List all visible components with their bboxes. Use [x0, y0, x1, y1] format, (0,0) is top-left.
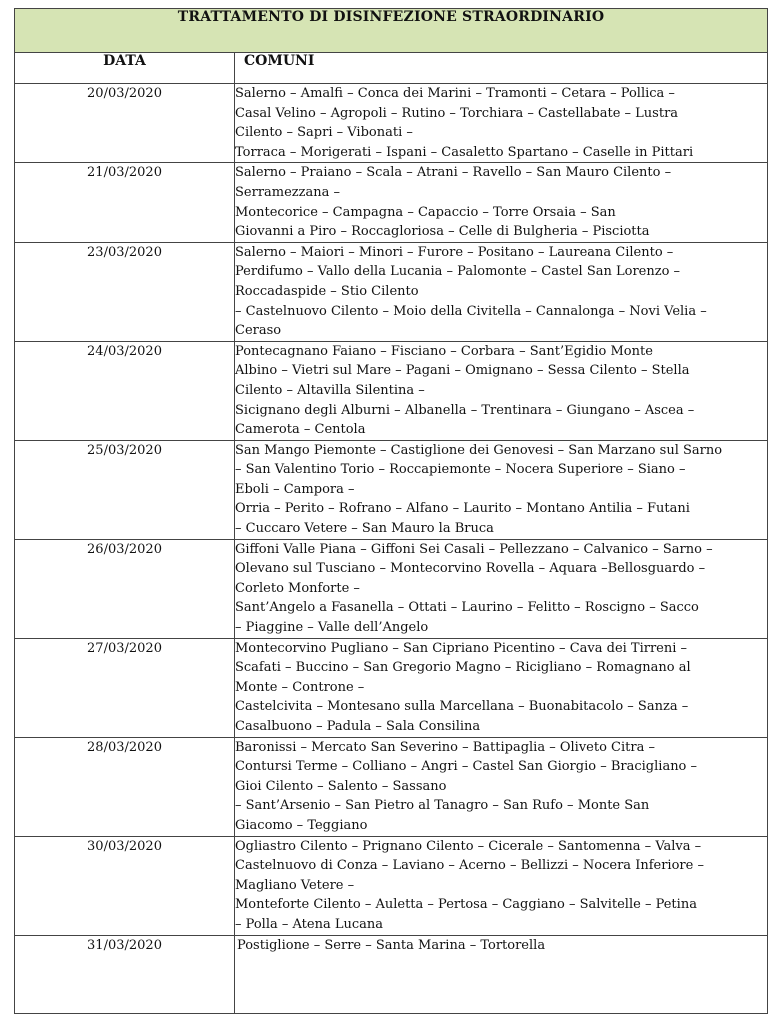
- comuni-line: San Mango Piemonte – Castiglione dei Genovesi – San Marzano sul Sarno: [235, 442, 723, 458]
- disinfection-schedule-table: [14, 8, 768, 1014]
- table-row: [15, 638, 768, 737]
- comuni-line: Montecorvino Pugliano – San Cipriano Picentino – Cava dei Tirreni –: [235, 640, 688, 656]
- table-row: [15, 341, 768, 440]
- comuni-line: Giacomo – Teggiano: [235, 818, 368, 834]
- row-date: 31/03/2020: [15, 935, 235, 1013]
- row-comuni: [235, 539, 768, 638]
- table-row: [15, 440, 768, 539]
- comuni-line: Giovanni a Piro – Roccagloriosa – Celle di Bulgheria – Pisciotta: [235, 224, 650, 240]
- table-row: [15, 737, 768, 836]
- row-date: 27/03/2020: [15, 638, 235, 737]
- table-row: [15, 163, 768, 242]
- comuni-line: Olevano sul Tusciano – Montecorvino Rovella – Aquara –Bellosguardo –: [235, 561, 706, 577]
- comuni-line: Monteforte Cilento – Auletta – Pertosa – Caggiano – Salvitelle – Petina: [235, 897, 697, 913]
- row-date: 25/03/2020: [15, 440, 235, 539]
- table-row: [15, 539, 768, 638]
- comuni-line: Salerno – Maiori – Minori – Furore – Positano – Laureana Cilento –: [235, 244, 674, 260]
- row-comuni: [235, 836, 768, 935]
- row-date: 23/03/2020: [15, 242, 235, 341]
- comuni-line: Postiglione – Serre – Santa Marina – Tortorella: [237, 937, 546, 953]
- comuni-line: Monte – Controne –: [235, 679, 365, 695]
- comuni-line: Scafati – Buccino – San Gregorio Magno – Ricigliano – Romagnano al: [235, 660, 691, 676]
- column-header-comuni: COMUNI: [235, 53, 768, 84]
- table-row: [15, 935, 768, 1013]
- comuni-line: Serramezzana –: [235, 184, 341, 200]
- row-comuni: [235, 935, 768, 1013]
- row-comuni: [235, 163, 768, 242]
- comuni-line: Sicignano degli Alburni – Albanella – Trentinara – Giungano – Ascea –: [235, 402, 695, 418]
- table-header-row: [15, 53, 768, 84]
- comuni-line: Salerno – Amalfi – Conca dei Marini – Tramonti – Cetara – Pollica –: [235, 86, 675, 101]
- table-title: TRATTAMENTO DI DISINFEZIONE STRAORDINARIO: [15, 9, 768, 53]
- table-body: [15, 84, 768, 1014]
- row-date: 21/03/2020: [15, 163, 235, 242]
- comuni-line: Roccadaspide – Stio Cilento: [235, 283, 419, 299]
- row-date: 30/03/2020: [15, 836, 235, 935]
- row-comuni: [235, 440, 768, 539]
- comuni-line: Magliano Vetere –: [235, 877, 355, 893]
- row-comuni: [235, 341, 768, 440]
- comuni-line: Eboli – Campora –: [235, 481, 355, 497]
- comuni-line: Orria – Perito – Rofrano – Alfano – Laurito – Montano Antilia – Futani: [235, 501, 690, 517]
- comuni-line: Gioi Cilento – Salento – Sassano: [235, 778, 447, 794]
- comuni-line: Castelcivita – Montesano sulla Marcellana – Buonabitacolo – Sanza –: [235, 699, 689, 715]
- comuni-line: – San Valentino Torio – Roccapiemonte – Nocera Superiore – Siano –: [235, 462, 686, 478]
- comuni-line: Castelnuovo di Conza – Laviano – Acerno – Bellizzi – Nocera Inferiore –: [235, 858, 704, 874]
- comuni-line: Pontecagnano Faiano – Fisciano – Corbara – Sant’Egidio Monte: [235, 343, 653, 359]
- row-date: 26/03/2020: [15, 539, 235, 638]
- comuni-line: Casal Velino – Agropoli – Rutino – Torchiara – Castellabate – Lustra: [235, 105, 679, 121]
- comuni-line: Cilento – Sapri – Vibonati –: [235, 125, 413, 141]
- row-date: 24/03/2020: [15, 341, 235, 440]
- row-comuni: [235, 242, 768, 341]
- table-title-row: [15, 9, 768, 53]
- document-page: [14, 8, 767, 1014]
- row-comuni: [235, 737, 768, 836]
- comuni-line: Perdifumo – Vallo della Lucania – Palomonte – Castel San Lorenzo –: [235, 264, 681, 280]
- comuni-line: Sant’Angelo a Fasanella – Ottati – Laurino – Felitto – Roscigno – Sacco: [235, 600, 699, 616]
- column-header-date: DATA: [15, 53, 235, 84]
- comuni-line: Ogliastro Cilento – Prignano Cilento – Cicerale – Santomenna – Valva –: [235, 838, 702, 854]
- comuni-line: Ceraso: [235, 323, 282, 339]
- row-date: 28/03/2020: [15, 737, 235, 836]
- comuni-line: – Polla – Atena Lucana: [235, 917, 384, 932]
- comuni-line: Montecorice – Campagna – Capaccio – Torre Orsaia – San: [235, 204, 616, 220]
- table-row: [15, 836, 768, 935]
- table-row: [15, 242, 768, 341]
- comuni-line: Camerota – Centola: [235, 422, 366, 438]
- comuni-line: – Piaggine – Valle dell’Angelo: [235, 620, 429, 636]
- comuni-line: Torraca – Morigerati – Ispani – Casaletto Spartano – Caselle in Pittari: [235, 144, 694, 160]
- comuni-line: Albino – Vietri sul Mare – Pagani – Omignano – Sessa Cilento – Stella: [235, 363, 690, 379]
- comuni-line: – Cuccaro Vetere – San Mauro la Bruca: [235, 521, 494, 537]
- comuni-line: Giffoni Valle Piana – Giffoni Sei Casali – Pellezzano – Calvanico – Sarno –: [235, 541, 713, 557]
- comuni-line: – Castelnuovo Cilento – Moio della Civitella – Cannalonga – Novi Velia –: [235, 303, 707, 319]
- comuni-line: Cilento – Altavilla Silentina –: [235, 382, 425, 398]
- comuni-line: – Sant’Arsenio – San Pietro al Tanagro – San Rufo – Monte San: [235, 798, 650, 814]
- comuni-line: Corleto Monforte –: [235, 580, 360, 596]
- table-row: [15, 84, 768, 163]
- comuni-line: Salerno – Praiano – Scala – Atrani – Ravello – San Mauro Cilento –: [235, 165, 672, 181]
- comuni-line: Casalbuono – Padula – Sala Consilina: [235, 719, 481, 735]
- comuni-line: Baronissi – Mercato San Severino – Battipaglia – Oliveto Citra –: [235, 739, 655, 755]
- row-comuni: [235, 84, 768, 163]
- row-comuni: [235, 638, 768, 737]
- row-date: 20/03/2020: [15, 84, 235, 163]
- comuni-line: Contursi Terme – Colliano – Angri – Castel San Giorgio – Bracigliano –: [235, 759, 698, 775]
